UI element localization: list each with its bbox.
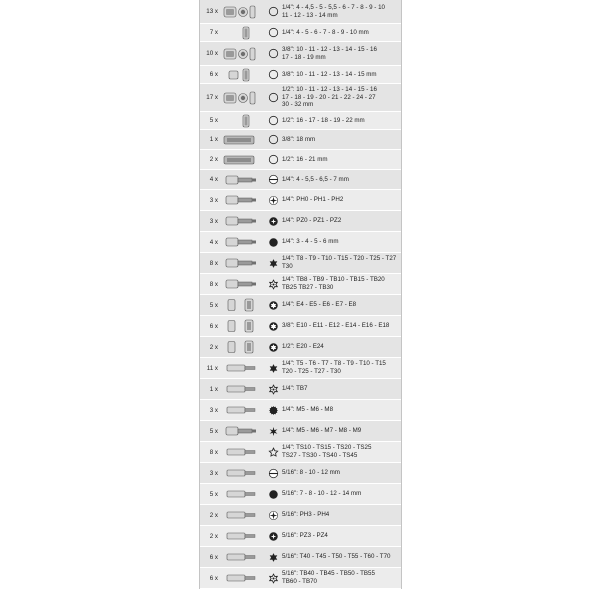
slotted-tip-icon — [268, 174, 279, 185]
pozidriv-tip-icon — [268, 216, 279, 227]
table-row — [200, 150, 401, 170]
e-torx-tip-icon — [268, 321, 279, 332]
bit-socket-icon — [223, 424, 263, 438]
table-row — [200, 42, 401, 66]
table-row — [200, 253, 401, 274]
bit-icon — [223, 571, 263, 585]
table-row — [200, 484, 401, 505]
deep-socket-icon — [223, 26, 263, 40]
hex-socket-outline-tip-icon — [268, 27, 279, 38]
hex-socket-outline-tip-icon — [268, 134, 279, 145]
parts-list-table — [199, 0, 402, 589]
spline-tip-icon — [268, 405, 279, 416]
size-description: 1/4": E4 - E5 - E6 - E7 - E8 — [282, 301, 357, 309]
tool-image — [220, 568, 268, 588]
size-description: 5/16": 7 - 8 - 10 - 12 - 14 mm — [282, 490, 362, 498]
table-row — [200, 66, 401, 84]
size-description: 1/4": T8 - T9 - T10 - T15 - T20 - T25 - T27 T30 — [282, 255, 397, 270]
table-row — [200, 316, 401, 337]
bit-icon — [223, 550, 263, 564]
tool-image — [220, 190, 268, 210]
quantity-label: 5 x — [209, 301, 218, 309]
quantity-label: 4 x — [209, 238, 218, 246]
tool-image — [220, 253, 268, 273]
tool-image — [220, 547, 268, 567]
quantity-label: 1 x — [209, 385, 218, 393]
quantity-label: 6 x — [209, 574, 218, 582]
hex-socket-outline-tip-icon — [268, 48, 279, 59]
size-description: 1/4": M5 - M6 - M8 — [282, 406, 334, 414]
tool-image — [220, 358, 268, 378]
hex-socket-outline-tip-icon — [268, 92, 279, 103]
tool-image — [220, 274, 268, 294]
socket-set-icon — [223, 47, 263, 61]
torx-tamper-tip-icon — [268, 279, 279, 290]
bit-icon — [223, 529, 263, 543]
deep-socket-icon — [223, 114, 263, 128]
table-row — [200, 358, 401, 379]
size-description: 1/4": PH0 - PH1 - PH2 — [282, 196, 344, 204]
e-socket-icon — [223, 298, 263, 312]
torx-tamper-tip-icon — [268, 384, 279, 395]
torx-tamper-tip-icon — [268, 573, 279, 584]
table-row — [200, 112, 401, 130]
quantity-label: 3 x — [209, 469, 218, 477]
quantity-label: 5 x — [209, 427, 218, 435]
quantity-label: 13 x — [206, 8, 218, 15]
bit-socket-icon — [223, 173, 263, 187]
table-row — [200, 84, 401, 112]
deep-socket-pair-icon — [223, 68, 263, 82]
hex-socket-outline-tip-icon — [268, 115, 279, 126]
quantity-label: 8 x — [209, 280, 218, 288]
tool-image — [220, 170, 268, 189]
bit-socket-icon — [223, 256, 263, 270]
table-row — [200, 337, 401, 358]
table-row — [200, 232, 401, 253]
bit-icon — [223, 382, 263, 396]
e-socket-icon — [223, 340, 263, 354]
spark-plug-socket-icon — [223, 133, 263, 147]
size-description: 1/4": TB8 - TB9 - TB10 - TB15 - TB20 TB25 TB27 - TB30 — [282, 276, 385, 291]
quantity-label: 17 x — [206, 94, 218, 101]
hex-tip-icon — [268, 237, 279, 248]
table-row — [200, 547, 401, 568]
tool-image — [220, 42, 268, 65]
tool-image — [220, 84, 268, 111]
tool-image — [220, 505, 268, 525]
hex-tip-icon — [268, 489, 279, 500]
size-description: 5/16": T40 - T45 - T50 - T55 - T60 - T70 — [282, 553, 391, 561]
bit-icon — [223, 466, 263, 480]
bit-socket-icon — [223, 193, 263, 207]
bit-icon — [223, 403, 263, 417]
quantity-label: 6 x — [209, 322, 218, 330]
torx-tip-icon — [268, 552, 279, 563]
hex-socket-outline-tip-icon — [268, 69, 279, 80]
size-description: 1/2": E20 - E24 — [282, 343, 324, 351]
tool-image — [220, 400, 268, 420]
tool-image — [220, 484, 268, 504]
size-description: 5/16": PH3 - PH4 — [282, 511, 330, 519]
torx-tip-icon — [268, 258, 279, 269]
bit-icon — [223, 487, 263, 501]
tool-image — [220, 421, 268, 441]
e-torx-tip-icon — [268, 342, 279, 353]
size-description: 1/2": 16 - 21 mm — [282, 155, 328, 163]
size-description: 1/2": 10 - 11 - 12 - 13 - 14 - 15 - 16 17 - 18 - 19 - 20 - 21 - 22 - 24 - 27 30 - 32 mm — [282, 86, 377, 109]
table-row — [200, 526, 401, 547]
tool-image — [220, 66, 268, 83]
table-row — [200, 130, 401, 150]
table-row — [200, 379, 401, 400]
table-row — [200, 295, 401, 316]
quantity-label: 2 x — [209, 156, 218, 163]
table-row — [200, 274, 401, 295]
table-row — [200, 421, 401, 442]
tool-image — [220, 463, 268, 483]
quantity-label: 10 x — [206, 50, 218, 57]
phillips-tip-icon — [268, 510, 279, 521]
size-description: 1/4": T5 - T6 - T7 - T8 - T9 - T10 - T15 T20 - T25 - T27 - T30 — [282, 360, 386, 375]
size-description: 3/8": 10 - 11 - 12 - 13 - 14 - 15 mm — [282, 70, 377, 78]
spline-star-tip-icon — [268, 426, 279, 437]
pozidriv-tip-icon — [268, 531, 279, 542]
bit-socket-icon — [223, 277, 263, 291]
size-description: 1/4": 4 - 4,5 - 5 - 5,5 - 6 - 7 - 8 - 9 - 10 11 - 12 - 13 - 14 mm — [282, 3, 385, 19]
tool-image — [220, 337, 268, 357]
bit-icon — [223, 361, 263, 375]
bit-icon — [223, 508, 263, 522]
quantity-label: 8 x — [209, 259, 218, 267]
size-description: 1/4": TB7 — [282, 385, 308, 393]
tool-image — [220, 232, 268, 252]
hex-socket-outline-tip-icon — [268, 154, 279, 165]
table-row — [200, 0, 401, 24]
tool-image — [220, 316, 268, 336]
size-description: 1/4": 3 - 4 - 5 - 6 mm — [282, 238, 339, 246]
bit-icon — [223, 445, 263, 459]
quantity-label: 3 x — [209, 406, 218, 414]
tool-image — [220, 526, 268, 546]
table-row — [200, 170, 401, 190]
e-torx-tip-icon — [268, 300, 279, 311]
spark-plug-socket-icon — [223, 153, 263, 167]
size-description: 1/2": 16 - 17 - 18 - 19 - 22 mm — [282, 116, 365, 124]
table-row — [200, 24, 401, 42]
size-description: 1/4": PZ0 - PZ1 - PZ2 — [282, 217, 342, 225]
quantity-label: 6 x — [209, 553, 218, 561]
size-description: 1/4": TS10 - TS15 - TS20 - TS25 TS27 - TS30 - TS40 - TS45 — [282, 444, 372, 459]
socket-set-icon — [223, 5, 263, 19]
quantity-label: 2 x — [209, 343, 218, 351]
table-row — [200, 463, 401, 484]
quantity-label: 3 x — [209, 196, 218, 204]
socket-set-icon — [223, 91, 263, 105]
quantity-label: 11 x — [206, 364, 218, 372]
quantity-label: 7 x — [209, 29, 218, 36]
tool-image — [220, 295, 268, 315]
size-description: 5/16": PZ3 - PZ4 — [282, 532, 328, 540]
pentalobe-tip-icon — [268, 447, 279, 458]
size-description: 5/16": TB40 - TB45 - TB50 - TB55 TB60 - TB70 — [282, 570, 375, 585]
tool-image — [220, 150, 268, 169]
quantity-label: 5 x — [209, 117, 218, 124]
quantity-label: 6 x — [209, 71, 218, 78]
tool-image — [220, 211, 268, 231]
torx-tip-icon — [268, 363, 279, 374]
size-description: 3/8": 10 - 11 - 12 - 13 - 14 - 15 - 16 17 - 18 - 19 mm — [282, 45, 377, 61]
quantity-label: 8 x — [209, 448, 218, 456]
phillips-tip-icon — [268, 195, 279, 206]
slotted-tip-icon — [268, 468, 279, 479]
tool-image — [220, 442, 268, 462]
tool-image — [220, 112, 268, 129]
hex-socket-outline-tip-icon — [268, 6, 279, 17]
table-row — [200, 568, 401, 589]
bit-socket-icon — [223, 235, 263, 249]
tool-image — [220, 0, 268, 23]
tool-image — [220, 130, 268, 149]
table-row — [200, 442, 401, 463]
tool-image — [220, 24, 268, 41]
size-description: 1/4": 4 - 5,5 - 6,5 - 7 mm — [282, 175, 349, 183]
quantity-label: 2 x — [209, 511, 218, 519]
table-row — [200, 211, 401, 232]
table-row — [200, 505, 401, 526]
quantity-label: 1 x — [209, 136, 218, 143]
quantity-label: 5 x — [209, 490, 218, 498]
size-description: 1/4": 4 - 5 - 6 - 7 - 8 - 9 - 10 mm — [282, 28, 369, 36]
size-description: 1/4": M5 - M6 - M7 - M8 - M9 — [282, 427, 362, 435]
table-row — [200, 400, 401, 421]
table-row — [200, 190, 401, 211]
size-description: 3/8": E10 - E11 - E12 - E14 - E16 - E18 — [282, 322, 390, 330]
tool-image — [220, 379, 268, 399]
quantity-label: 2 x — [209, 532, 218, 540]
size-description: 3/8": 18 mm — [282, 135, 316, 143]
size-description: 5/16": 8 - 10 - 12 mm — [282, 469, 340, 477]
bit-socket-icon — [223, 214, 263, 228]
quantity-label: 3 x — [209, 217, 218, 225]
e-socket-icon — [223, 319, 263, 333]
quantity-label: 4 x — [209, 176, 218, 183]
